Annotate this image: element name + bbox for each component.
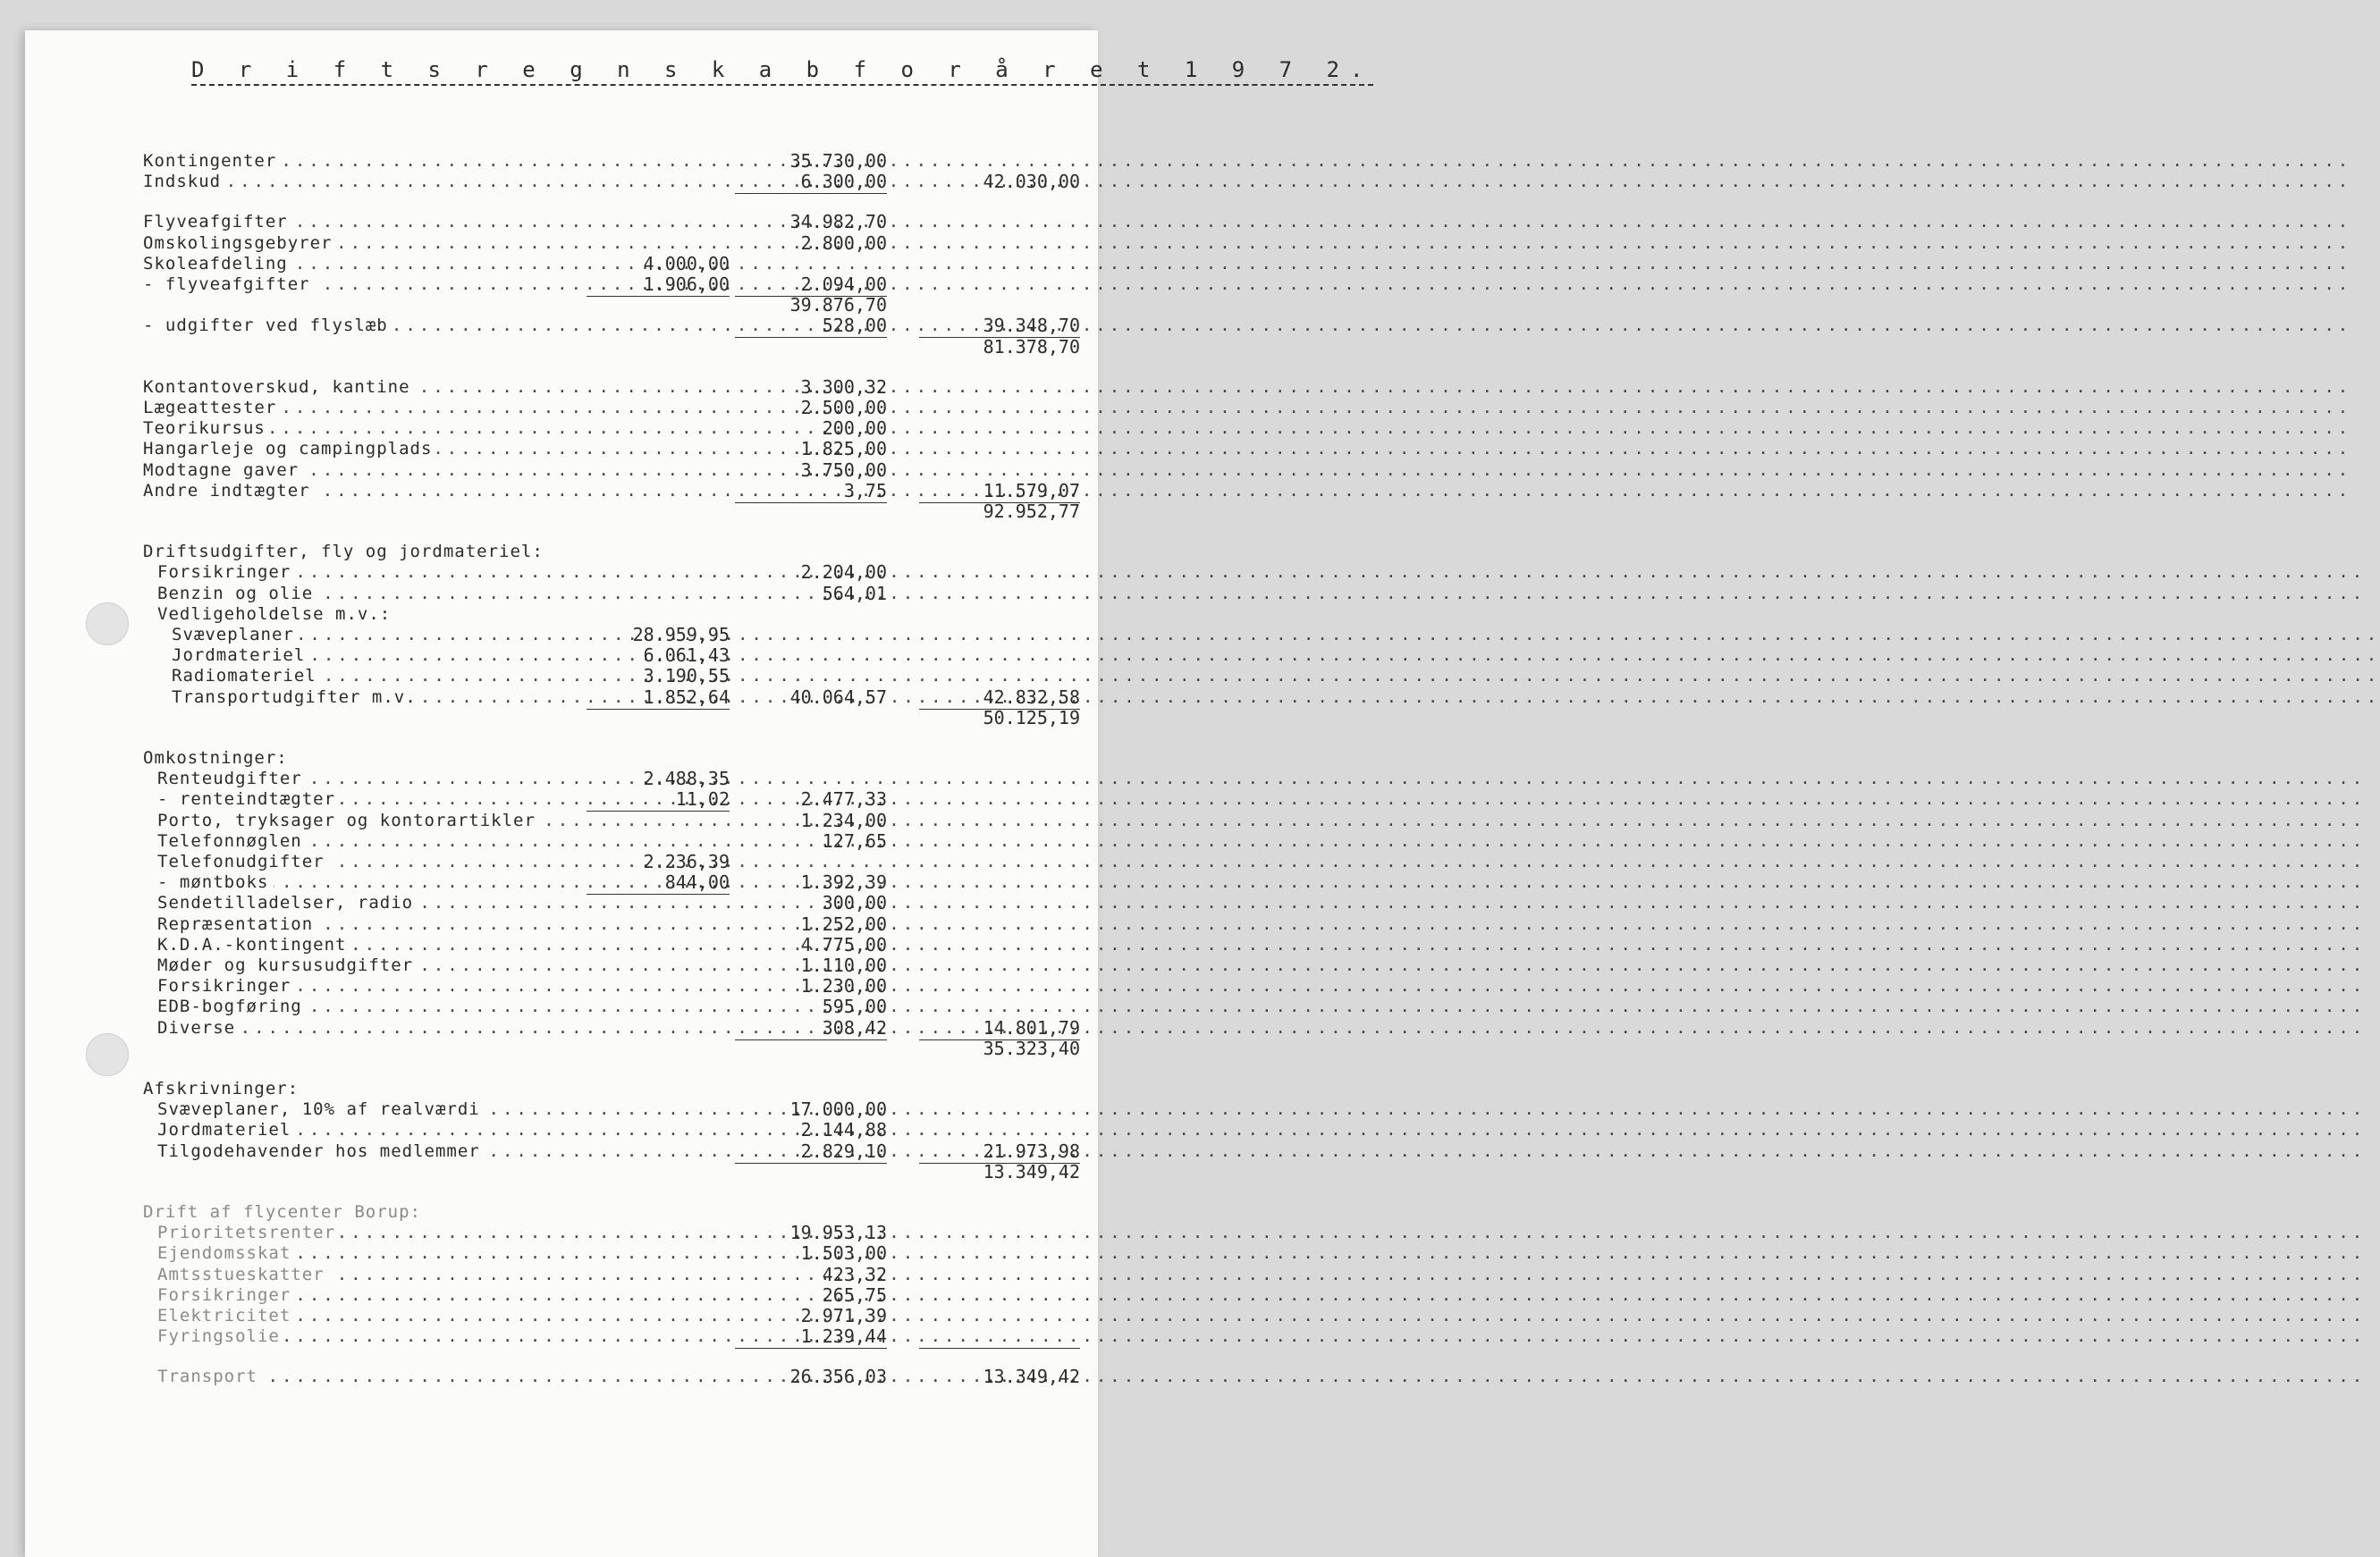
- ledger-label: [157, 1326, 740, 1348]
- ledger-row: [0, 397, 1098, 419]
- ledger-row: [0, 644, 1098, 667]
- ledger-row: [0, 810, 1098, 832]
- ledger-row: [0, 1017, 1098, 1039]
- ledger-label-text: Svæveplaner, 10% af realværdi: [157, 1099, 485, 1119]
- ledger-label-text: Svæveplaner: [172, 625, 300, 644]
- amount-col-3: 13.349,42: [983, 1160, 1080, 1182]
- ledger-label: [143, 274, 597, 296]
- amount-col-2: 308,42: [735, 1017, 887, 1040]
- amount-col-3: 39.348,70: [919, 315, 1080, 338]
- ledger-label-text: Indskud: [143, 172, 226, 191]
- ledger-row: [0, 274, 1098, 296]
- ledger-label: [143, 211, 740, 233]
- amount-col-2: 1.825,00: [800, 438, 887, 460]
- ledger-label-text: Transport: [157, 1367, 263, 1386]
- amount-col-2: 300,00: [822, 892, 887, 914]
- ledger-row: [0, 955, 1098, 977]
- amount-col-2: 40.064,57: [789, 686, 887, 708]
- ledger-label: [143, 294, 769, 316]
- ledger-label-text: Diverse: [157, 1018, 241, 1038]
- amount-col-2: 2.500,00: [800, 397, 887, 418]
- ledger-row: [0, 1305, 1098, 1327]
- ledger-row: [0, 583, 1098, 605]
- ledger-label-text: - flyveafgifter: [143, 274, 316, 294]
- ledger-label-text: Prioritetsrenter: [157, 1223, 341, 1242]
- amount-col-1: 844,00: [587, 871, 730, 895]
- ledger-row: [0, 686, 1098, 709]
- amount-col-2: 2.800,00: [800, 231, 887, 254]
- amount-col-3: 21.973,98: [919, 1140, 1080, 1164]
- ledger-row: [0, 480, 1098, 502]
- ledger-label-text: Hangarleje og campingplads: [143, 439, 437, 459]
- amount-col-1: 2.488,35: [643, 768, 730, 790]
- ledger-label-text: [143, 1162, 148, 1182]
- ledger-row: [0, 211, 1098, 233]
- ledger-label: [172, 644, 597, 667]
- amount-col-2: 2.144,88: [800, 1119, 887, 1141]
- ledger-row: [0, 624, 1098, 646]
- ledger-label-text: Telefonnøglen: [157, 831, 308, 851]
- ledger-label-text: Forsikringer: [157, 562, 296, 582]
- ledger-row: [0, 459, 1098, 482]
- ledger-label: [143, 707, 769, 729]
- ledger-label-text: Teorikursus: [143, 418, 271, 438]
- amount-col-3: 42.832,58: [919, 686, 1080, 710]
- ledger-label-text: Elektricitet: [157, 1306, 296, 1326]
- ledger-label-text: Sendetilladelser, radio: [157, 893, 418, 913]
- ledger-label: [157, 1119, 740, 1141]
- ledger-label-text: Tilgodehavender hos medlemmer: [157, 1141, 485, 1161]
- amount-col-3: [919, 1326, 1080, 1349]
- amount-col-3: 50.125,19: [983, 706, 1080, 728]
- ledger-label: [157, 1264, 740, 1286]
- ledger-label: [157, 1140, 740, 1163]
- ledger-label: [143, 232, 740, 255]
- ledger-row: [0, 1140, 1098, 1163]
- ledger-label: [143, 376, 740, 399]
- ledger-label: [157, 1305, 740, 1327]
- amount-col-1: 11,02: [587, 788, 730, 812]
- ledger-label-text: Ejendomsskat: [157, 1243, 296, 1263]
- ledger-row: [0, 294, 1098, 316]
- ledger-row: [0, 1264, 1098, 1286]
- ledger-label: [143, 1201, 769, 1224]
- ledger-row: [0, 934, 1098, 956]
- ledger-label-text: Møder og kursusudgifter: [157, 955, 418, 975]
- ledger-row: [0, 707, 1098, 729]
- ledger-label-text: Forsikringer: [157, 976, 296, 996]
- ledger-row: [0, 913, 1098, 936]
- ledger-row: [0, 1242, 1098, 1265]
- ledger-row: [0, 561, 1098, 584]
- ledger-label-text: Lægeattester: [143, 398, 282, 417]
- ledger-label: [157, 975, 740, 997]
- ledger-row: [0, 232, 1098, 255]
- ledger-row: [0, 1222, 1098, 1244]
- ledger-label-text: Forsikringer: [157, 1285, 296, 1305]
- amount-col-2: 265,75: [822, 1283, 887, 1306]
- amount-col-2: 2.204,00: [800, 561, 887, 584]
- ledger-row: [0, 830, 1098, 853]
- amount-col-2: 2.477,33: [800, 788, 887, 811]
- ledger-label: [143, 459, 740, 482]
- ledger-row: [0, 788, 1098, 811]
- ledger-label: [143, 501, 769, 523]
- ledger-row: [0, 747, 1098, 770]
- amount-col-2: 6.300,00: [735, 171, 887, 194]
- ledger-row: [0, 417, 1098, 440]
- amount-col-2: 3,75: [735, 480, 887, 503]
- ledger-label: [143, 397, 740, 419]
- amount-col-2: 35.730,00: [789, 150, 887, 172]
- ledger-label-text: Modtagne gaver: [143, 460, 304, 480]
- ledger-row: [0, 768, 1098, 790]
- amount-col-1: 1.906,00: [587, 274, 730, 297]
- ledger-label: [157, 934, 740, 956]
- ledger-row: [0, 315, 1098, 337]
- amount-col-2: 3.300,32: [800, 375, 887, 398]
- page-title: D r i f t s r e g n s k a b f o r å r e t 1 9 7 2.: [191, 57, 1373, 86]
- ledger-label: [143, 315, 740, 337]
- ledger-label-text: - møntboks: [157, 872, 274, 892]
- ledger-label-text: Benzin og olie: [157, 584, 318, 603]
- ledger-label-text: Vedligeholdelse m.v.:: [157, 604, 396, 624]
- ledger-label-text: Amtsstueskatter: [157, 1265, 330, 1284]
- ledger-label-text: Jordmateriel: [172, 645, 310, 665]
- ledger-label: [143, 747, 769, 770]
- ledger-label-text: [143, 1039, 148, 1058]
- amount-col-2: 528,00: [735, 315, 887, 338]
- ledger-label: [143, 171, 740, 193]
- ledger-row: [0, 336, 1098, 358]
- ledger-label-text: Kontantoverskud, kantine: [143, 377, 416, 397]
- amount-col-2: 1.503,00: [800, 1242, 887, 1265]
- ledger-label-text: Jordmateriel: [157, 1120, 296, 1140]
- ledger-row: [0, 438, 1098, 460]
- ledger-row: [0, 1326, 1098, 1348]
- ledger-label-text: [143, 501, 148, 521]
- amount-col-1: 6.061,43: [643, 644, 730, 667]
- ledger-row: [0, 150, 1098, 173]
- amount-col-2: 1.239,44: [735, 1326, 887, 1349]
- ledger-row: [0, 253, 1098, 275]
- ledger-label: [157, 955, 740, 977]
- ledger-label: [143, 150, 740, 173]
- ledger-label-text: Repræsentation: [157, 914, 318, 934]
- ledger-row: [0, 501, 1098, 523]
- ledger-label-text: Porto, tryksager og kontorartikler: [157, 811, 541, 830]
- ledger-label: [157, 1098, 740, 1121]
- ledger-label-text: Flyveafgifter: [143, 212, 293, 231]
- amount-col-3: 14.801,79: [919, 1017, 1080, 1040]
- ledger-label-text: Omskolingsgebyrer: [143, 233, 337, 253]
- ledger-label: [143, 336, 769, 358]
- ledger-label: [157, 1366, 740, 1388]
- amount-col-2: 1.234,00: [800, 809, 887, 831]
- amount-col-3: 92.952,77: [983, 501, 1080, 522]
- ledger-row: [0, 851, 1098, 873]
- ledger-row: [0, 975, 1098, 997]
- ledger-label-text: Fyringsolie: [157, 1326, 285, 1346]
- ledger-label: [157, 583, 740, 605]
- ledger-label: [157, 851, 597, 873]
- ledger-label-text: Transportudgifter m.v.: [172, 687, 422, 707]
- amount-col-3: 35.323,40: [983, 1037, 1080, 1059]
- ledger-label-text: [143, 295, 148, 315]
- amount-col-2: 2.829,10: [735, 1140, 887, 1164]
- ledger-label: [143, 253, 597, 275]
- ledger-label-text: Skoleafdeling: [143, 254, 293, 274]
- amount-col-1: 2.236,39: [643, 851, 730, 872]
- amount-col-2: 4.775,00: [800, 933, 887, 955]
- ledger-label-text: Omkostninger:: [143, 748, 293, 768]
- ledger-row: [0, 871, 1098, 894]
- amount-col-2: 3.750,00: [800, 459, 887, 481]
- ledger-label-text: [143, 708, 148, 728]
- ledger-row: [0, 1201, 1098, 1224]
- ledger-label: [157, 1284, 740, 1307]
- amount-col-2: 26.356,03: [789, 1366, 887, 1388]
- ledger-label: [143, 1038, 769, 1060]
- ledger-label-text: [143, 337, 148, 357]
- ledger-row: [0, 665, 1098, 687]
- ledger-label-text: Driftsudgifter, fly og jordmateriel:: [143, 542, 549, 561]
- ledger-label: [157, 996, 740, 1018]
- ledger-label: [172, 665, 597, 687]
- amount-col-2: 127,65: [822, 829, 887, 852]
- ledger-label: [143, 438, 740, 460]
- amount-col-3: 11.579,07: [919, 480, 1080, 503]
- ledger-label: [157, 913, 740, 936]
- amount-col-2: 564,01: [822, 582, 887, 604]
- amount-col-3: 13.349,42: [983, 1366, 1080, 1388]
- amount-col-2: 17.000,00: [789, 1098, 887, 1121]
- ledger-label-text: Afskrivninger:: [143, 1079, 304, 1098]
- ledger-row: [0, 1038, 1098, 1060]
- amount-col-2: 2.094,00: [735, 274, 887, 297]
- ledger-label: [172, 686, 597, 709]
- ledger-label-text: Telefonudgifter: [157, 852, 330, 871]
- amount-col-2: 39.876,70: [789, 294, 887, 316]
- amount-col-2: 1.230,00: [800, 975, 887, 997]
- ledger-label-text: EDB-bogføring: [157, 997, 308, 1016]
- ledger-label: [157, 1017, 740, 1039]
- amount-col-2: 1.252,00: [800, 913, 887, 935]
- ledger-row: [0, 603, 1098, 626]
- ledger-row: [0, 1078, 1098, 1100]
- amount-col-2: 1.392,39: [800, 871, 887, 894]
- ledger-label: [143, 480, 740, 502]
- ledger-label: [157, 603, 783, 626]
- amount-col-2: 1.110,00: [800, 955, 887, 976]
- ledger-label: [157, 1222, 740, 1244]
- ledger-label-text: Andre indtægter: [143, 481, 316, 501]
- amount-col-2: 200,00: [822, 417, 887, 440]
- amount-col-1: 3.190,55: [643, 665, 730, 687]
- ledger-row: [0, 541, 1098, 563]
- ledger-label: [157, 830, 740, 853]
- ledger-label: [157, 892, 740, 914]
- ledger-label: [143, 1161, 769, 1183]
- ledger-label: [157, 768, 597, 790]
- amount-col-2: 19.953,13: [789, 1222, 887, 1244]
- ledger-label-text: K.D.A.-kontingent: [157, 935, 351, 955]
- ledger-label: [157, 810, 740, 832]
- ledger-label-text: Radiomateriel: [172, 666, 322, 686]
- ledger-row: [0, 1284, 1098, 1307]
- ledger-label: [143, 417, 740, 440]
- ledger-row: [0, 1119, 1098, 1141]
- ledger-label-text: Kontingenter: [143, 151, 282, 171]
- amount-col-2: 34.982,70: [789, 211, 887, 233]
- ledger-row: [0, 376, 1098, 399]
- ledger-label-text: Drift af flycenter Borup:: [143, 1202, 426, 1222]
- ledger-label: [172, 624, 597, 646]
- ledger-label-text: - renteindtægter: [157, 789, 341, 809]
- amount-col-3: 81.378,70: [983, 335, 1080, 358]
- amount-col-1: 1.852,64: [587, 686, 730, 710]
- ledger-label-text: Renteudgifter: [157, 769, 308, 788]
- ledger-row: [0, 1366, 1098, 1388]
- ledger-label: [157, 871, 597, 894]
- ledger-row: [0, 892, 1098, 914]
- amount-col-2: 2.971,39: [800, 1305, 887, 1326]
- amount-col-1: 28.959,95: [632, 624, 730, 645]
- amount-col-3: 42.030,00: [983, 171, 1080, 193]
- ledger-label: [143, 541, 769, 563]
- ledger-label-text: - udgifter ved flyslæb: [143, 316, 393, 335]
- ledger-label: [157, 1242, 740, 1265]
- amount-col-2: 595,00: [822, 996, 887, 1018]
- ledger-label: [157, 788, 597, 811]
- ledger-label: [157, 561, 740, 584]
- amount-col-2: 423,32: [822, 1263, 887, 1285]
- ledger-row: [0, 171, 1098, 193]
- ledger-label: [143, 1078, 769, 1100]
- amount-col-1: 4.000,00: [643, 252, 730, 274]
- ledger-row: [0, 996, 1098, 1018]
- ledger-row: [0, 1098, 1098, 1121]
- ledger-row: [0, 1161, 1098, 1183]
